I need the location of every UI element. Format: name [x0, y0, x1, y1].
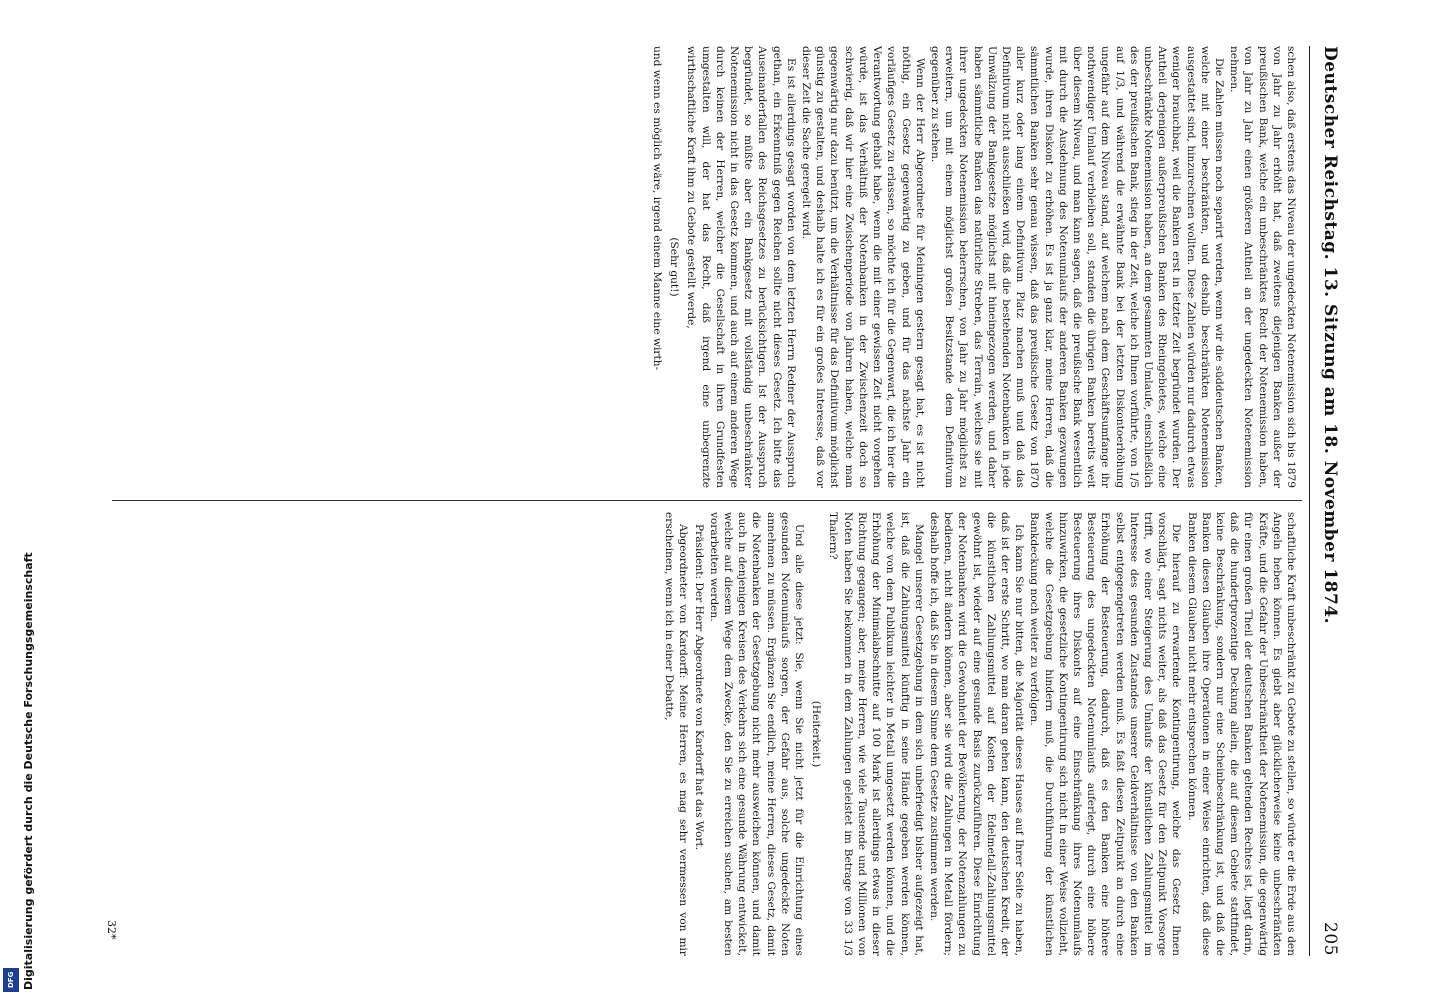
right-paragraph-2: Die hierauf zu erwartende Kontingentirung, welche das Gesetz Ihnen vorschlägt, sagt nichts weiter, als daß das Gesetz für den Zeitpunkt Vorsorge trifft, wo einer Steigerung des Umlaufs der künstlichen Zahlungsmittel im Interesse des gesunden Zustandes unserer Geldverhältnisse von den Banken selbst entgegengetreten werden muß. Es faßt diesen Zeitpunkt an durch eine Erhöhung der Besteuerung, dadurch, daß es den Banken eine höhere Besteuerung des ungedeckten Notenumlaufs auferlegt, durch eine höhere Besteuerung ihres Diskonts auf eine Einschränkung ihres Notenumlaufs hinzuwirken, die gesetzliche Kontingentirung sich nicht in einer Weise vollzieht, welche die Gesetzgebung hindern muß, die Durchführung der künstlichen Bankdeckung noch weiter zu verfolgen. [1028, 512, 1183, 956]
right-paragraph-4: Mangel unserer Gesetzgebung in dem sich unbefriedigt bisher aufgezeigt hat, ist, daß die Zahlungsmittel künftig in seine Hände gegeben werden können, welche von dem Publikum leichter in Metall umgesetzt werden können, und die Erhöhung der Minimalabschnitte auf 100 Mark ist allerdings etwas in dieser Richtung gegangen; aber, meine Herren, wie viele Tausende und Millionen von Noten haben Sie bekommen in dem Zahlungen geleistet im Betrage von 33 1/3 Thalern? [827, 512, 925, 956]
page-number: 205 [1320, 922, 1340, 956]
digitization-credit: Digitalisierung gefördert durch die Deutsche Forschungsgemeinschaft [22, 552, 35, 990]
left-paragraph-4: Es ist allerdings gesagt worden von dem letzten Herrn Redner der Ausspruch gethan, ein Erkenntniß gegen Reichen sollte nicht dieses Gesetz. Ich bitte das Auseinanderfallen des Reichsgesetzes zu berücksichtigen. Ist der Ausspruch begründet, so müßte aber ein Bankgesetz mit vollständig unbeschränkter Notenemission nicht in das Gesetz kommen, und auch auf einem anderen Wege durch keinen der Herren, welcher die Gesellschaft in ihren Grundfesten umgestalten will, der hat das Recht, daß irgend eine unbegrenzte wirthschaftliche Kraft ihm zu Gebote gestellt werde, [685, 46, 797, 488]
dfg-logo-icon: DFG [3, 968, 19, 992]
kardorff-statement: Abgeordneter von Kardorff: Meine Herren, es mag sehr vermessen von mir erscheinen, wenn ich in einer Debatte, [663, 512, 690, 956]
left-paragraph-2: Die Zahlen müssen noch separirt werden, wenn wir die süddeutschen Banken, welche mit einer beschränkten, und deshalb beschränkten Notenemission ausgestattet sind, hinzurechnen wollten. Diese Zahlen würden nur dadurch etwas weniger brauchbar, weil die Banken erst in letzter Zeit begründet wurden. Der Antheil derjenigen außerpreußischen Banken des Rheingebietes, welche eine unbeschränkte Notenemission haben, an dem gesammten Umlaufe, einschließlich des der preußischen Bank, stieg in der Zeit, welche ich Ihnen vorführte, von 1/5 auf 1/3, und während die erwähnte Bank bei der letzten Diskontoerhöhung ungefähr auf dem Niveau stand, auf welchem nach dem Geschäftsumfange ihr nothwendiger Umlauf verbleiben soll, standen die übrigen Banken bereits weit über diesem Niveau, und man kann sagen, daß die preußische Bank wesentlich mit durch die Ausdehnung des Notenumlaufs der anderen Banken gezwungen wurde, ihren Diskont zu erhöhen. Es ist ja ganz klar, meine Herren, daß die sämmtlichen Banken sehr genau wissen, daß das preußische Gesetz von 1870 aller kurz oder lang einem Definitivum Platz machen muß und daß das Definitivum nicht ausschließen wird, daß die bestehenden Notenbanken in jede Umwälzung der Bankgesetze möglichst mit hineingezogen werden, und daher haben sämmtliche Banken das natürliche Streben, das Terrain, welches sie mit ihrer ungedeckten Notenemission beherrschen, von Jahr zu Jahr möglichst zu erweitern, um mit einem möglichst großen Besitzstande dem Definitivum gegenüber zu stehen. [928, 46, 1225, 489]
left-column [649, 46, 1298, 488]
right-interjection: (Heiterkeit.) [810, 700, 823, 768]
digitization-sidebar [0, 0, 35, 1000]
right-paragraph-6: Und alle diese jetzt: Sie, wenn Sie nicht jetzt für die Einrichtung eines gesunden Notenumlaufs sorgen, der Gefahr aus, solche ungedeckte Noten annehmen zu müssen. Ergänzen Sie endlich, meine Herren, dieses Gesetz, damit die Notenbanken der Gesetzgebung nicht mehr ausweichen können, und damit auch in denjenigen Kreisen des Verkehrs sich eine gesunde Währung entwickelt, welche auf diesem Wege dem Zwecke, den Sie zu erreichen suchen, am besten vorarbeiten werden. [707, 512, 806, 956]
page-header-title: Deutscher Reichstag. 13. Sitzung am 18. November 1874. [1320, 46, 1340, 625]
left-interjection: (Sehr gut!) [668, 237, 681, 297]
right-column [661, 512, 1298, 956]
signature-mark: 32* [105, 920, 118, 940]
left-paragraph-1: schen also, daß erstens das Niveau der ungedeckten Notenemission sich bis 1879 von Jahr zu Jahr erhöht hat, daß zweitens diejenigen Banken außer der preußischen Bank, welche ein unbeschränktes Recht der Notenemission haben, von Jahr zu Jahr einen größeren Antheil an der ungedeckten Notenemission nehmen. [1228, 46, 1297, 488]
left-paragraph-6: und wenn es möglich wäre, irgend einem Manne eine wirth- [651, 46, 664, 371]
left-paragraph-3: Wenn der Herr Abgeordnete für Meiningen gestern gesagt hat, es ist nicht nöthig, ein Gesetz gegenwärtig zu geben, und für das nächste Jahr ein vorläufiges Gesetz zu erlassen, so möchte ich für die Gegenwart, die ich hier die Verantwortung gehabt habe, wenn die mit einer gewissen Zeit nicht vorgehen würde, ist das Verhältniß der Notenbanken in der Zwischenzeit doch so schwierig, daß wir hier eine Zwischenperiode von Jahren haben, welche man gegenwärtig nur dazu benützt, um die Verhältnisse für das Definitivum möglichst günstig zu gestalten, und deshalb halte ich es für ein großes Interesse, daß vor dieser Zeit die Sache geregelt wird. [800, 46, 926, 488]
column-divider [112, 500, 1302, 501]
president-statement: Präsident: Der Herr Abgeordnete von Kardorff hat das Wort. [692, 524, 705, 851]
right-paragraph-1: schaftliche Kraft unbeschränkt zu Gebote zu stellen, so würde er die Erde aus den Angeln heben können. Es giebt aber glücklicherweise keine unbeschränkten Kräfte, und die Gefahr der Unbeschränktheit der Notenemission, die gegenwärtig für einen großen Theil der deutschen Banken geltenden Rechtes ist, liegt darin, daß die hundertprozentige Deckung allein, die auf diesem Gebiete stattfindet, keine Beschränkung, sondern nur eine Scheinbeschränkung ist, und daß die Banken diesen Glauben ihre Operationen in einer Weise einrichten, daß diese Banken diesem Glauben nicht mehr entsprechen können. [1185, 512, 1297, 956]
right-paragraph-3: Ich kann Sie nur bitten, die Majorität dieses Hauses auf Ihrer Seite zu haben, daß ist der erste Schritt, wo man daran gehen kann, den deutschen Kredit, der die künstlichen Zahlungsmittel auf Kosten der Edelmetall-Zahlungsmittel gewöhnt ist, wieder auf eine gesunde Basis zurückzuführen. Diese Einrichtung der Notenbanken wird die Gewohnheit der Bevölkerung, der Notenzahlungen zu bedienen, nicht ändern können, aber sie wird die Zahlungen in Metall fördern; deshalb hoffe ich, daß Sie in diesem Sinne dem Gesetze zustimmen werden. [927, 512, 1026, 956]
header-rule [1309, 46, 1310, 956]
